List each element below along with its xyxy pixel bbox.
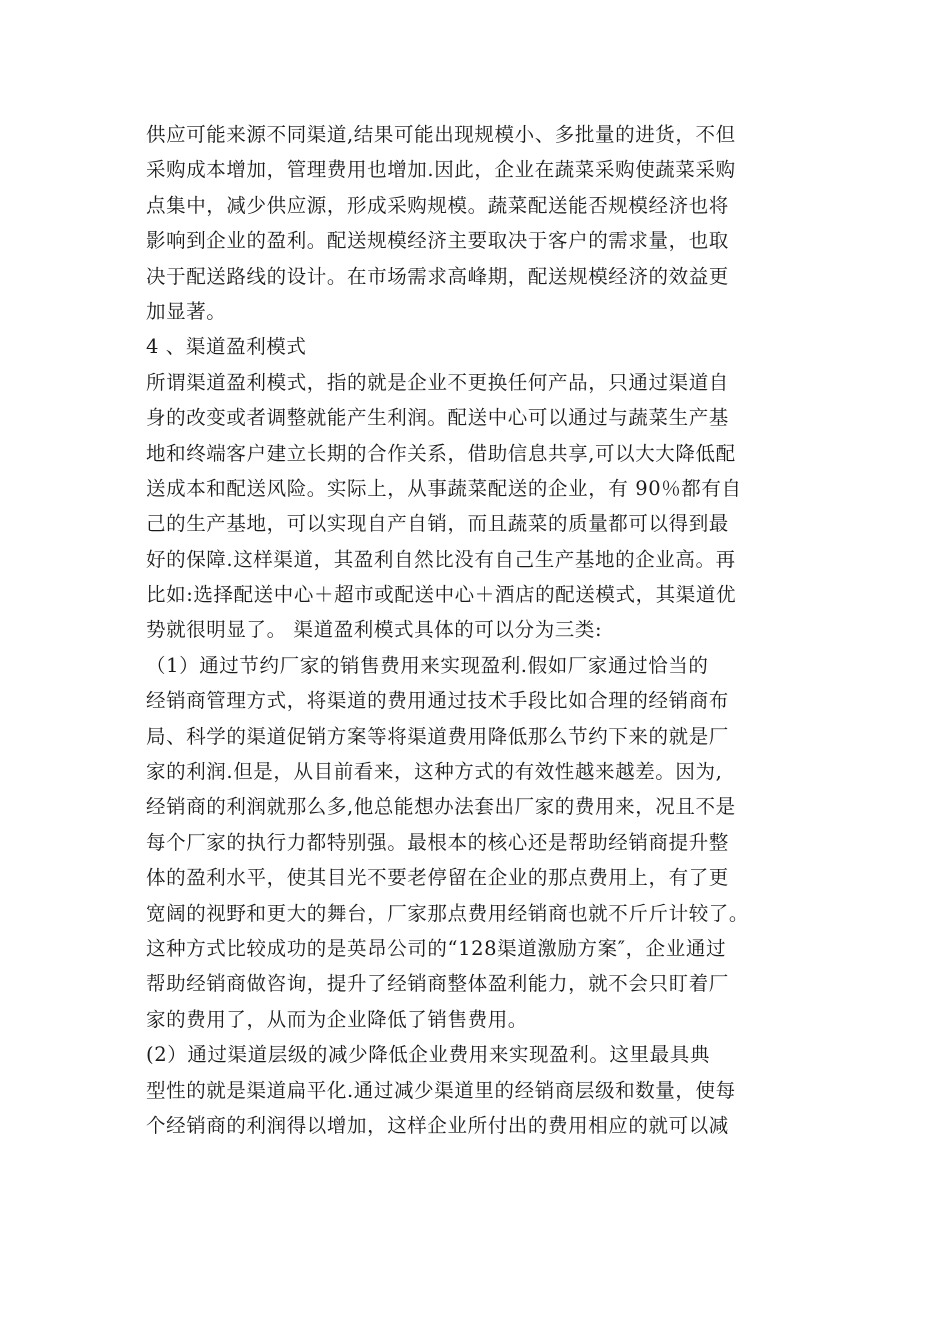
text-line: 个经销商的利润得以增加，这样企业所付出的费用相应的就可以减 xyxy=(146,1113,729,1137)
text-line: 供应可能来源不同渠道,结果可能出现规模小、多批量的进货，不但 xyxy=(146,123,736,146)
text-line: 采购成本增加，管理费用也增加.因此，企业在蔬菜采购使蔬菜采购 xyxy=(146,158,736,182)
text-line: 局、科学的渠道促销方案等将渠道费用降低那么节约下来的就是厂 xyxy=(146,724,729,748)
text-line: (2）通过渠道层级的减少降低企业费用来实现盈利。这里最具典 xyxy=(146,1043,710,1067)
text-line: 家的费用了，从而为企业降低了销售费用。 xyxy=(146,1007,528,1031)
text-line: 点集中，减少供应源，形成采购规模。蔬菜配送能否规模经济也将 xyxy=(146,193,729,217)
text-line: 型性的就是渠道扁平化.通过减少渠道里的经销商层级和数量，使每 xyxy=(146,1078,736,1102)
text-line: 家的利润.但是，从目前看来，这种方式的有效性越来越差。因为, xyxy=(146,760,723,784)
text-line: 所谓渠道盈利模式，指的就是企业不更换任何产品，只通过渠道自 xyxy=(146,370,729,394)
text-line: 影响到企业的盈利。配送规模经济主要取决于客户的需求量，也取 xyxy=(146,229,729,253)
text-line: 好的保障.这样渠道，其盈利自然比没有自己生产基地的企业高。再 xyxy=(146,547,736,571)
text-line: 决于配送路线的设计。在市场需求高峰期，配送规模经济的效益更 xyxy=(146,264,729,288)
section-heading: 4 、渠道盈利模式 xyxy=(146,335,307,359)
text-line: 经销商的利润就那么多,他总能想办法套出厂家的费用来，况且不是 xyxy=(146,795,736,819)
body-text xyxy=(146,117,816,1143)
text-line: 体的盈利水平，使其目光不要老停留在企业的那点费用上，有了更 xyxy=(146,866,729,890)
text-line: 这种方式比较成功的是英昂公司的“128渠道激励方案″，企业通过 xyxy=(146,936,727,960)
text-line: 每个厂家的执行力都特别强。最根本的核心还是帮助经销商提升整 xyxy=(146,830,729,854)
text-line: 加显著。 xyxy=(146,299,227,323)
text-line: 己的生产基地，可以实现自产自销，而且蔬菜的质量都可以得到最 xyxy=(146,512,729,536)
text-line: 经销商管理方式，将渠道的费用通过技术手段比如合理的经销商布 xyxy=(146,689,729,713)
text-line: 地和终端客户建立长期的合作关系，借助信息共享,可以大大降低配 xyxy=(146,441,736,465)
text-line: 帮助经销商做咨询，提升了经销商整体盈利能力，就不会只盯着厂 xyxy=(146,972,729,996)
text-line: （1）通过节约厂家的销售费用来实现盈利.假如厂家通过恰当的 xyxy=(146,653,709,677)
text-line: 势就很明显了。 渠道盈利模式具体的可以分为三类: xyxy=(146,618,603,642)
text-line: 宽阔的视野和更大的舞台，厂家那点费用经销商也就不斤斤计较了。 xyxy=(146,901,750,925)
text-line: 送成本和配送风险。实际上，从事蔬菜配送的企业，有 90％都有自 xyxy=(146,476,742,500)
text-line: 身的改变或者调整就能产生利润。配送中心可以通过与蔬菜生产基 xyxy=(146,406,729,430)
text-line: 比如:选择配送中心＋超市或配送中心＋酒店的配送模式，其渠道优 xyxy=(146,583,737,607)
